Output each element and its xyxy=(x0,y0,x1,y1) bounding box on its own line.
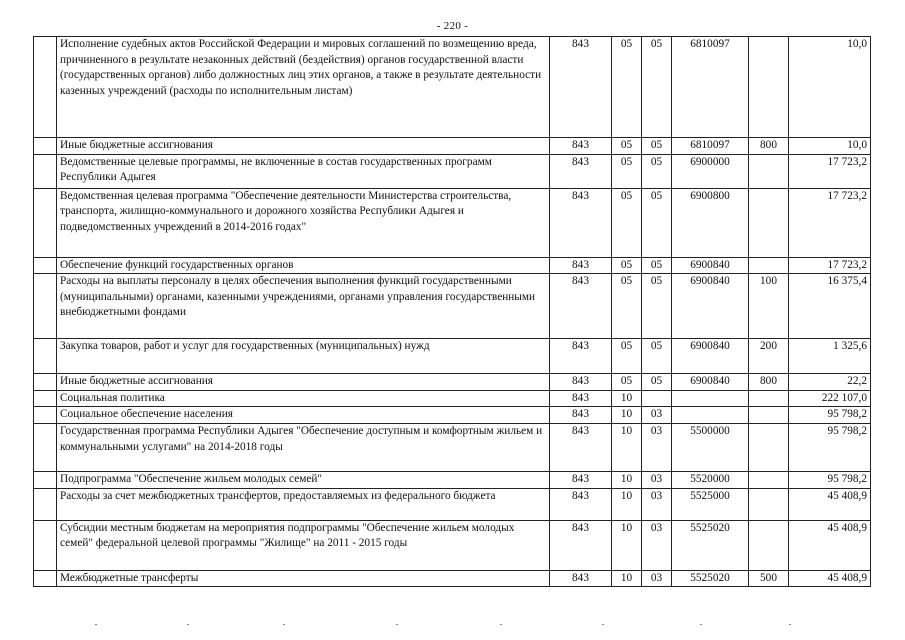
row-sum: 45 408,9 xyxy=(789,488,871,520)
row-rz: 05 xyxy=(612,188,642,257)
row-csr: 6810097 xyxy=(672,138,749,155)
row-marker-cell xyxy=(34,570,57,587)
row-vr xyxy=(749,423,789,471)
table-row xyxy=(34,188,871,257)
row-vr: 800 xyxy=(749,374,789,391)
row-sum: 10,0 xyxy=(789,138,871,155)
row-marker-cell xyxy=(34,188,57,257)
row-vr xyxy=(749,188,789,257)
row-csr: 6900840 xyxy=(672,274,749,339)
row-marker-cell xyxy=(34,390,57,407)
row-sum: 17 723,2 xyxy=(789,154,871,188)
row-ved: 843 xyxy=(550,257,612,274)
row-pr: 03 xyxy=(642,423,672,471)
row-rz: 05 xyxy=(612,257,642,274)
row-name: Расходы на выплаты персоналу в целях обеспечения выполнения функций государственными (муниципальными) органами, казенными учреждениями, органами управления государственными внебюджетными фондами xyxy=(57,274,550,339)
row-vr xyxy=(749,407,789,424)
row-name: Государственная программа Республики Адыгея "Обеспечение доступным и комфортным жильем и коммунальными услугами" на 2014-2018 годы xyxy=(57,423,550,471)
table-row xyxy=(34,488,871,520)
row-ved: 843 xyxy=(550,407,612,424)
scan-edge-marks xyxy=(0,624,905,632)
row-csr: 6810097 xyxy=(672,37,749,138)
row-pr: 05 xyxy=(642,138,672,155)
row-marker-cell xyxy=(34,274,57,339)
row-pr: 05 xyxy=(642,188,672,257)
table-row xyxy=(34,138,871,155)
row-ved: 843 xyxy=(550,37,612,138)
table-row xyxy=(34,154,871,188)
row-name: Ведомственная целевая программа "Обеспечение деятельности Министерства строительства, транспорта, жилищно-коммунального и дорожного хозяйства Республики Адыгея и подведомственных учреждений в 2014-2016 годах" xyxy=(57,188,550,257)
table-row xyxy=(34,471,871,488)
row-ved: 843 xyxy=(550,570,612,587)
row-vr xyxy=(749,154,789,188)
row-rz: 10 xyxy=(612,390,642,407)
row-csr xyxy=(672,407,749,424)
row-name: Расходы за счет межбюджетных трансфертов, предоставляемых из федерального бюджета xyxy=(57,488,550,520)
row-pr: 03 xyxy=(642,471,672,488)
row-vr: 800 xyxy=(749,138,789,155)
row-sum: 222 107,0 xyxy=(789,390,871,407)
row-ved: 843 xyxy=(550,339,612,374)
row-pr: 05 xyxy=(642,37,672,138)
row-rz: 05 xyxy=(612,339,642,374)
row-rz: 10 xyxy=(612,488,642,520)
row-ved: 843 xyxy=(550,154,612,188)
row-vr: 200 xyxy=(749,339,789,374)
row-csr xyxy=(672,390,749,407)
row-csr: 5525000 xyxy=(672,488,749,520)
row-vr xyxy=(749,257,789,274)
row-ved: 843 xyxy=(550,138,612,155)
row-sum: 22,2 xyxy=(789,374,871,391)
row-vr xyxy=(749,520,789,570)
row-vr xyxy=(749,471,789,488)
row-marker-cell xyxy=(34,37,57,138)
row-marker-cell xyxy=(34,339,57,374)
row-sum: 16 375,4 xyxy=(789,274,871,339)
row-name: Исполнение судебных актов Российской Федерации и мировых соглашений по возмещению вреда, причиненного в результате незаконных действий (бездействия) органов государственной власти (государственных органов) либо должностных лиц этих органов, а также в результате деятельности казенных учреждений (расходы по исполнительным листам) xyxy=(57,37,550,138)
table-row xyxy=(34,423,871,471)
row-marker-cell xyxy=(34,407,57,424)
row-vr xyxy=(749,488,789,520)
row-ved: 843 xyxy=(550,520,612,570)
budget-table xyxy=(33,36,871,587)
row-csr: 5520000 xyxy=(672,471,749,488)
row-pr: 05 xyxy=(642,257,672,274)
row-marker-cell xyxy=(34,374,57,391)
row-ved: 843 xyxy=(550,390,612,407)
row-rz: 10 xyxy=(612,520,642,570)
row-csr: 5525020 xyxy=(672,570,749,587)
table-row xyxy=(34,570,871,587)
row-name: Социальное обеспечение населения xyxy=(57,407,550,424)
row-csr: 5525020 xyxy=(672,520,749,570)
row-sum: 17 723,2 xyxy=(789,257,871,274)
row-csr: 5500000 xyxy=(672,423,749,471)
row-name: Обеспечение функций государственных органов xyxy=(57,257,550,274)
table-row xyxy=(34,37,871,138)
table-row xyxy=(34,520,871,570)
row-marker-cell xyxy=(34,154,57,188)
row-sum: 95 798,2 xyxy=(789,423,871,471)
row-ved: 843 xyxy=(550,471,612,488)
row-pr: 05 xyxy=(642,339,672,374)
row-pr: 03 xyxy=(642,570,672,587)
page-number: - 220 - xyxy=(436,20,469,32)
row-marker-cell xyxy=(34,138,57,155)
row-marker-cell xyxy=(34,471,57,488)
row-vr: 500 xyxy=(749,570,789,587)
row-name: Ведомственные целевые программы, не включенные в состав государственных программ Республики Адыгея xyxy=(57,154,550,188)
table-row xyxy=(34,374,871,391)
row-marker-cell xyxy=(34,520,57,570)
row-name: Подпрограмма "Обеспечение жильем молодых семей" xyxy=(57,471,550,488)
row-rz: 05 xyxy=(612,274,642,339)
row-rz: 05 xyxy=(612,138,642,155)
row-pr: 03 xyxy=(642,407,672,424)
table-row xyxy=(34,339,871,374)
row-name: Закупка товаров, работ и услуг для государственных (муниципальных) нужд xyxy=(57,339,550,374)
row-sum: 45 408,9 xyxy=(789,520,871,570)
table-row xyxy=(34,274,871,339)
row-csr: 6900840 xyxy=(672,374,749,391)
row-name: Субсидии местным бюджетам на мероприятия подпрограммы "Обеспечение жильем молодых семей" федеральной целевой программы "Жилище" на 2011 - 2015 годы xyxy=(57,520,550,570)
table-row xyxy=(34,257,871,274)
row-pr xyxy=(642,390,672,407)
row-marker-cell xyxy=(34,257,57,274)
row-pr: 03 xyxy=(642,488,672,520)
row-rz: 05 xyxy=(612,37,642,138)
row-name: Социальная политика xyxy=(57,390,550,407)
row-name: Иные бюджетные ассигнования xyxy=(57,374,550,391)
row-ved: 843 xyxy=(550,188,612,257)
table-row xyxy=(34,407,871,424)
row-vr: 100 xyxy=(749,274,789,339)
row-vr xyxy=(749,390,789,407)
row-sum: 17 723,2 xyxy=(789,188,871,257)
row-marker-cell xyxy=(34,488,57,520)
row-name: Межбюджетные трансферты xyxy=(57,570,550,587)
row-sum: 45 408,9 xyxy=(789,570,871,587)
row-csr: 6900000 xyxy=(672,154,749,188)
row-sum: 1 325,6 xyxy=(789,339,871,374)
row-rz: 10 xyxy=(612,407,642,424)
row-rz: 10 xyxy=(612,423,642,471)
row-rz: 10 xyxy=(612,471,642,488)
row-pr: 05 xyxy=(642,274,672,339)
row-sum: 95 798,2 xyxy=(789,471,871,488)
row-rz: 10 xyxy=(612,570,642,587)
row-vr xyxy=(749,37,789,138)
row-csr: 6900840 xyxy=(672,257,749,274)
row-ved: 843 xyxy=(550,488,612,520)
row-sum: 10,0 xyxy=(789,37,871,138)
row-name: Иные бюджетные ассигнования xyxy=(57,138,550,155)
row-marker-cell xyxy=(34,423,57,471)
row-rz: 05 xyxy=(612,374,642,391)
row-rz: 05 xyxy=(612,154,642,188)
row-ved: 843 xyxy=(550,423,612,471)
row-csr: 6900840 xyxy=(672,339,749,374)
table-row xyxy=(34,390,871,407)
row-csr: 6900800 xyxy=(672,188,749,257)
row-ved: 843 xyxy=(550,374,612,391)
row-pr: 05 xyxy=(642,374,672,391)
row-pr: 05 xyxy=(642,154,672,188)
row-ved: 843 xyxy=(550,274,612,339)
row-pr: 03 xyxy=(642,520,672,570)
row-sum: 95 798,2 xyxy=(789,407,871,424)
